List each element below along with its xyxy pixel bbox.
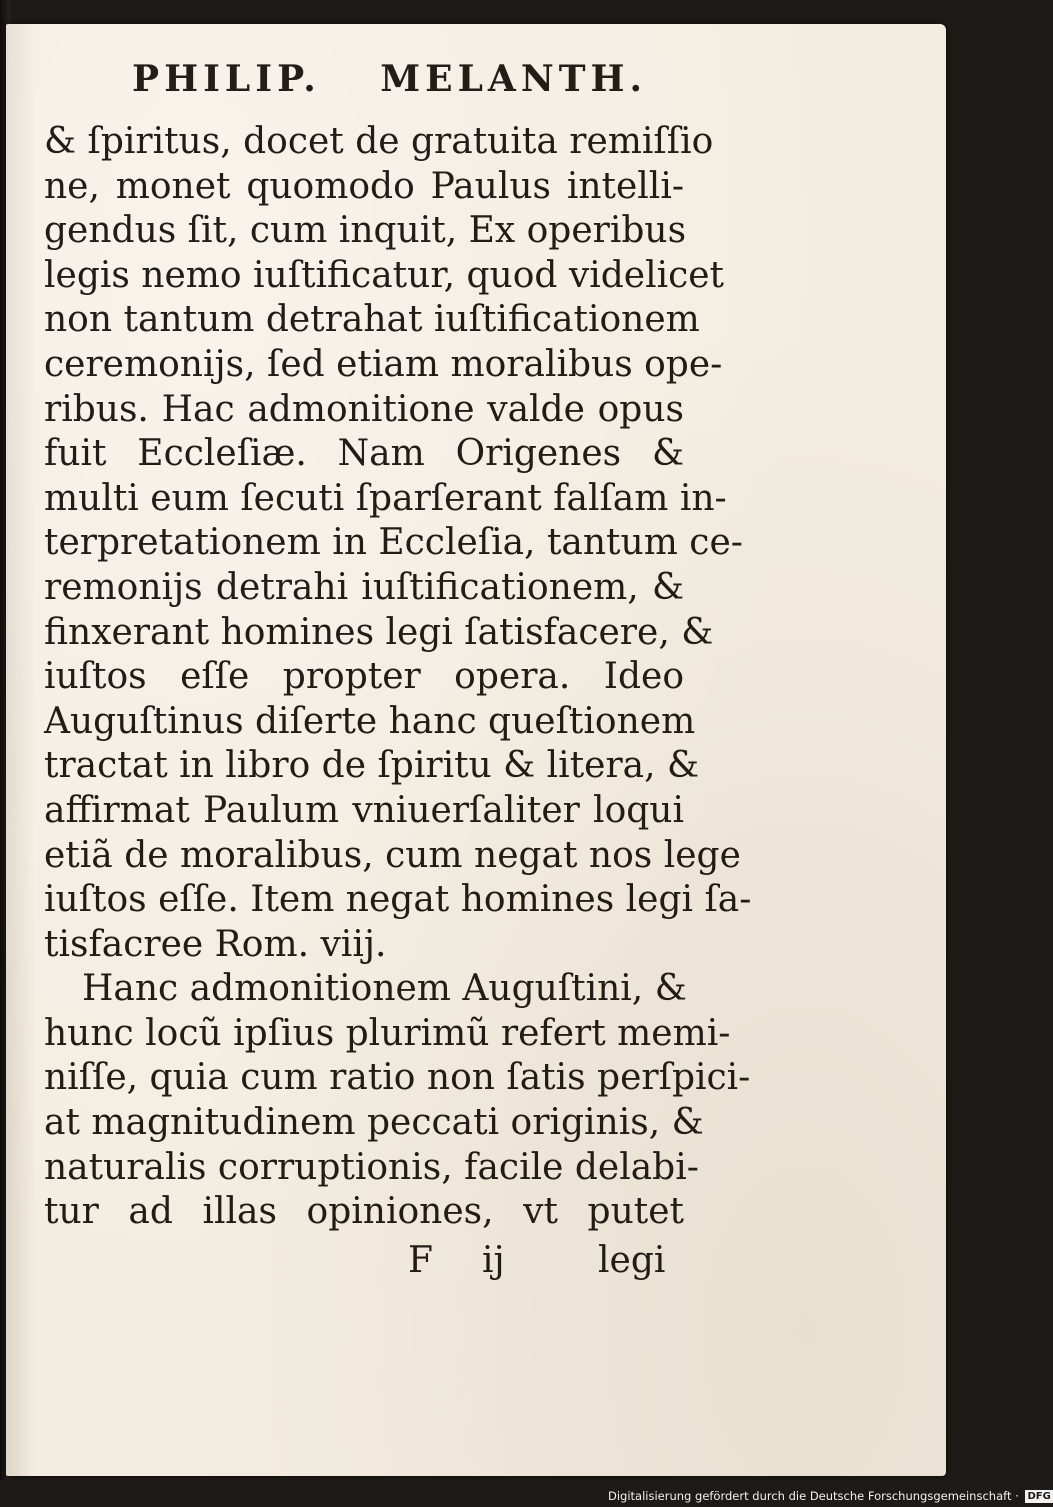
digitization-footer [608,1486,1051,1507]
text-line: Auguſtinus diſerte hanc queſtionem [44,700,696,742]
text-line: ceremonijs, ſed etiam moralibus ope- [44,343,723,385]
signature-letter: F [408,1240,433,1281]
text-line: tractat in libro de ſpiritu & litera, & [44,745,700,787]
text-line: ribus. Hac admonitione valde opus [44,388,684,430]
text-line: affirmat Paulum vniuerſaliter loqui [44,789,684,831]
text-line: etiã de moralibus, cum negat nos lege [44,834,741,876]
catchword: legi [598,1240,666,1281]
text-line: niſſe, quia cum ratio non ſatis perſpici- [44,1057,751,1099]
running-head-left: PHILIP. [132,58,321,100]
text-line: iuſtos eſſe propter opera. Ideo [44,656,684,698]
text-line-paragraph-start: Hanc admonitionem Auguſtini, & [82,968,687,1010]
text-line: ne, monet quomodo Paulus intelli- [44,165,684,207]
text-line: multi eum ſecuti ſparſerant falſam in- [44,477,727,519]
body-text [44,120,752,1235]
running-head-right: MELANTH. [380,58,648,100]
text-line: legis nemo iuſtificatur, quod videlicet [44,254,725,296]
text-line: non tantum detrahat iuſtificationem [44,299,700,341]
text-line: naturalis corruptionis, facile delabi- [44,1146,699,1188]
running-head [132,58,648,100]
text-line: & ſpiritus, docet de gratuita remiſſio [44,121,714,162]
signature-number: ij [482,1240,505,1281]
text-line: at magnitudinem peccati originis, & [44,1102,704,1144]
dfg-logo: DFG [1027,1491,1051,1502]
text-line: fuit Eccleſiæ. Nam Origenes & [44,433,684,475]
funding-notice: Digitalisierung gefördert durch die Deutsche Forschungsgemeinschaft · [608,1489,1019,1503]
text-line: remonijs detrahi iuſtificationem, & [44,566,684,608]
text-line-paragraph-end: tisfacree Rom. viij. [44,923,387,965]
text-line: terpretationem in Eccleſia, tantum ce- [44,522,743,564]
text-line: gendus ſit, cum inquit, Ex operibus [44,210,687,252]
text-line: hunc locũ ipſius plurimũ refert memi- [44,1012,731,1054]
text-line: iuſtos eſſe. Item negat homines legi ſa- [44,879,752,921]
text-line: finxerant homines legi ſatisfacere, & [44,611,714,653]
text-line: tur ad illas opiniones, vt putet [44,1191,684,1233]
